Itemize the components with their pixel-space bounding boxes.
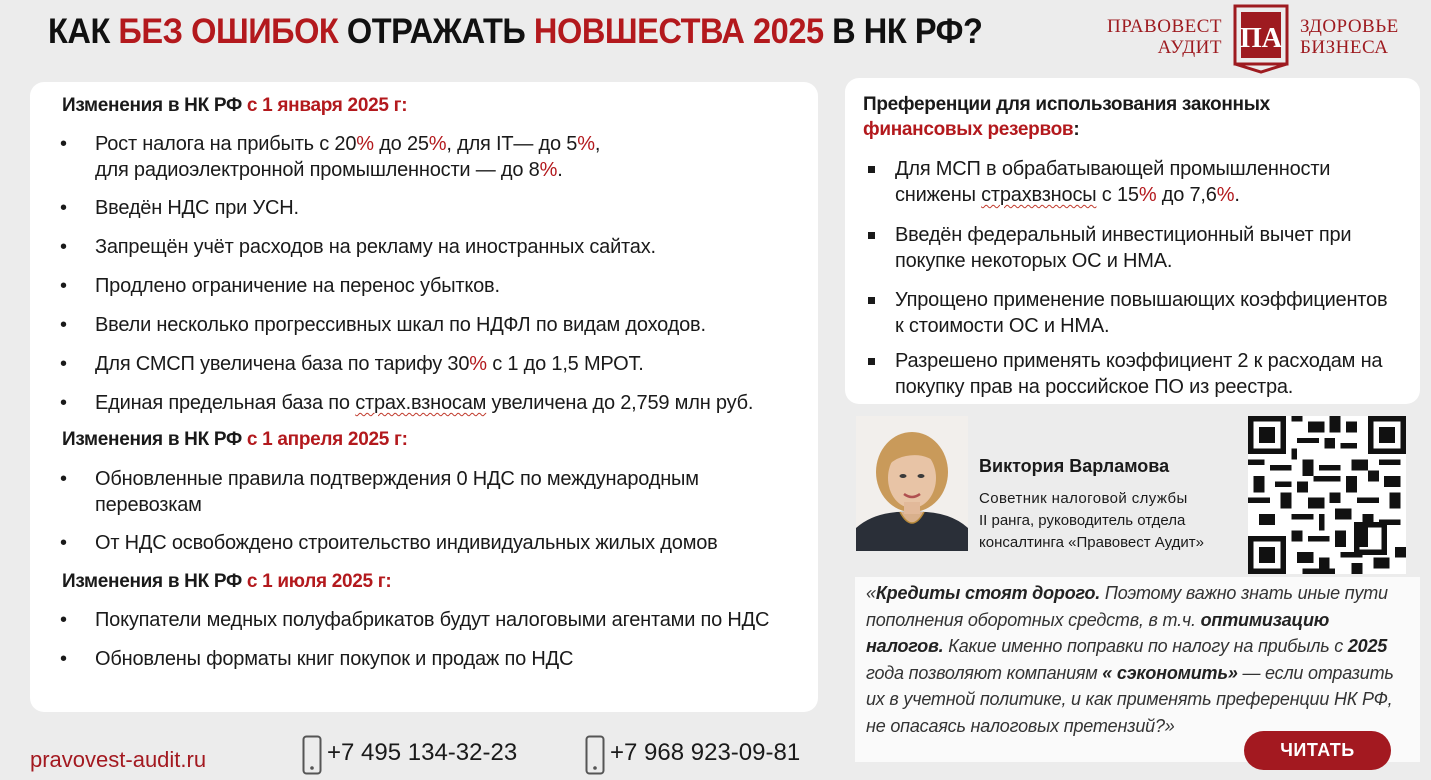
text: « bbox=[866, 583, 876, 603]
list-item bbox=[865, 287, 1387, 348]
text: % bbox=[469, 353, 487, 375]
brand-line: ПРАВОВЕСТ bbox=[1106, 16, 1222, 37]
text: Разрешено применять коэффициент 2 к расходам на bbox=[895, 350, 1383, 372]
text: до 25 bbox=[373, 133, 429, 155]
text: Кредиты стоят дорого. bbox=[875, 583, 1101, 603]
role-line: Советник налоговой службы bbox=[979, 490, 1188, 507]
list-item-continuation: перевозкам bbox=[95, 494, 202, 516]
brand-pravovest[interactable] bbox=[1092, 16, 1222, 58]
text: оптимизацию налогов. bbox=[866, 609, 1330, 656]
text: % bbox=[428, 133, 447, 155]
author-name: Виктория Варламова bbox=[979, 456, 1170, 476]
text: с 15 bbox=[1096, 184, 1139, 206]
logo-letters: ПА bbox=[1240, 23, 1282, 54]
text: % bbox=[577, 133, 595, 155]
changes-panel bbox=[30, 82, 818, 712]
phone-number-2[interactable]: +7 968 923-09-81 bbox=[610, 739, 801, 766]
january-list bbox=[60, 131, 753, 416]
text: % bbox=[1138, 184, 1157, 206]
section-date: с 1 июля 2025 г: bbox=[246, 571, 392, 592]
title-part: В НК РФ? bbox=[823, 12, 983, 51]
list-item-continuation bbox=[60, 157, 753, 195]
text: Для МСП в обрабатывающей промышленности bbox=[895, 158, 1331, 180]
phone-number-1[interactable]: +7 495 134-32-23 bbox=[327, 739, 518, 766]
role-line: консалтинга «Правовест Аудит» bbox=[979, 534, 1204, 551]
text: года позволяют компаниям bbox=[866, 662, 1103, 683]
role-line: II ранга, руководитель отдела bbox=[979, 512, 1186, 529]
author-avatar bbox=[856, 416, 968, 551]
text: снижены bbox=[895, 184, 982, 206]
text: % bbox=[356, 133, 374, 155]
april-list bbox=[60, 466, 718, 556]
list-item: • Введён НДС при УСН. bbox=[60, 195, 753, 234]
heading-accent: финансовых резервов bbox=[863, 119, 1074, 140]
author-role bbox=[979, 488, 1234, 554]
section-heading-january bbox=[62, 95, 407, 117]
preferences-panel bbox=[845, 78, 1420, 404]
list-item bbox=[865, 348, 1387, 400]
list-item bbox=[865, 222, 1387, 287]
section-prefix: Изменения в НК РФ bbox=[62, 571, 247, 592]
text: . bbox=[557, 159, 563, 181]
text: Упрощено применение повышающих коэффициентов bbox=[895, 289, 1388, 311]
brand-line: БИЗНЕСА bbox=[1300, 37, 1389, 58]
text: Для СМСП увеличена база по тарифу 30 bbox=[95, 353, 470, 375]
text: страх.взносам bbox=[355, 392, 487, 414]
page-title bbox=[48, 12, 982, 52]
title-part-accent: БЕЗ ОШИБОК bbox=[118, 12, 339, 51]
text: покупке некоторых ОС и НМА. bbox=[895, 250, 1173, 272]
text: к стоимости ОС и НМА. bbox=[895, 315, 1110, 337]
website-link[interactable]: pravovest-audit.ru bbox=[30, 747, 207, 772]
brand-line: ЗДОРОВЬЕ bbox=[1300, 16, 1399, 37]
text: до 7,6 bbox=[1156, 184, 1217, 206]
text: % bbox=[1216, 184, 1235, 206]
title-part: КАК bbox=[48, 12, 119, 51]
list-item bbox=[865, 156, 1387, 222]
section-date: с 1 января 2025 г: bbox=[246, 95, 408, 116]
text: Поэтому важно знать иные пути пополнения оборотных средств, в т.ч. bbox=[866, 583, 1388, 630]
phone-icon bbox=[585, 735, 605, 775]
title-part: ОТРАЖАТЬ bbox=[338, 12, 534, 51]
text: увеличена до 2,759 млн руб. bbox=[486, 392, 754, 414]
section-heading-july bbox=[62, 571, 391, 593]
heading-colon: : bbox=[1073, 119, 1080, 140]
july-list bbox=[60, 607, 769, 672]
list-item bbox=[60, 131, 753, 157]
text: , для IT— до 5 bbox=[446, 133, 578, 155]
text: покупку прав на российское ПО из реестра. bbox=[895, 376, 1294, 398]
read-button[interactable]: ЧИТАТЬ bbox=[1244, 731, 1391, 770]
text: Какие именно поправки по налогу на прибыль с bbox=[943, 636, 1348, 656]
qr-code-icon[interactable] bbox=[1248, 416, 1406, 574]
list-item: • Обновленные правила подтверждения 0 НДС по международным bbox=[60, 466, 718, 492]
list-item: • Продлено ограничение на перенос убытков. bbox=[60, 273, 753, 312]
text: для радиоэлектронной промышленности — до 8 bbox=[95, 159, 540, 181]
list-item bbox=[60, 390, 753, 416]
text: , bbox=[594, 133, 601, 155]
brand-zdorovie[interactable] bbox=[1300, 16, 1430, 58]
phone-icon bbox=[302, 735, 322, 775]
list-item: • Ввели несколько прогрессивных шкал по НДФЛ по видам доходов. bbox=[60, 312, 753, 351]
section-prefix: Изменения в НК РФ bbox=[62, 95, 247, 116]
text: . bbox=[1234, 184, 1240, 206]
title-part-accent: НОВШЕСТВА 2025 bbox=[533, 12, 824, 51]
text: 2025 bbox=[1347, 636, 1388, 656]
list-item: • Обновлены форматы книг покупок и продаж по НДС bbox=[60, 646, 769, 672]
text: Введён федеральный инвестиционный вычет при bbox=[895, 224, 1352, 246]
text: « сэкономить» bbox=[1102, 662, 1238, 683]
text: страхвзносы bbox=[981, 184, 1097, 206]
section-prefix: Изменения в НК РФ bbox=[62, 429, 247, 450]
list-item: • Покупатели медных полуфабрикатов будут налоговыми агентами по НДС bbox=[60, 607, 769, 646]
pa-logo-icon[interactable] bbox=[1232, 2, 1290, 74]
brand-line: АУДИТ bbox=[1157, 37, 1222, 58]
text: % bbox=[539, 159, 558, 181]
list-item: • Запрещён учёт расходов на рекламу на иностранных сайтах. bbox=[60, 234, 753, 273]
text: с 1 до 1,5 МРОТ. bbox=[486, 353, 644, 375]
text: Рост налога на прибыть с 20 bbox=[95, 133, 357, 155]
text: — если отразить их в учетной политике, и как применять преференции НК РФ, не опасаясь налоговых претензий?» bbox=[866, 662, 1394, 736]
section-date: с 1 апреля 2025 г: bbox=[246, 429, 408, 450]
preferences-list bbox=[865, 156, 1387, 400]
list-item bbox=[60, 351, 753, 390]
article-teaser bbox=[866, 580, 1406, 739]
heading-line: Преференции для использования законных bbox=[863, 94, 1270, 115]
section-heading-april bbox=[62, 429, 408, 451]
text: Единая предельная база по bbox=[95, 392, 356, 414]
list-item: • От НДС освобождено строительство индивидуальных жилых домов bbox=[60, 530, 718, 556]
preferences-heading bbox=[863, 92, 1270, 142]
